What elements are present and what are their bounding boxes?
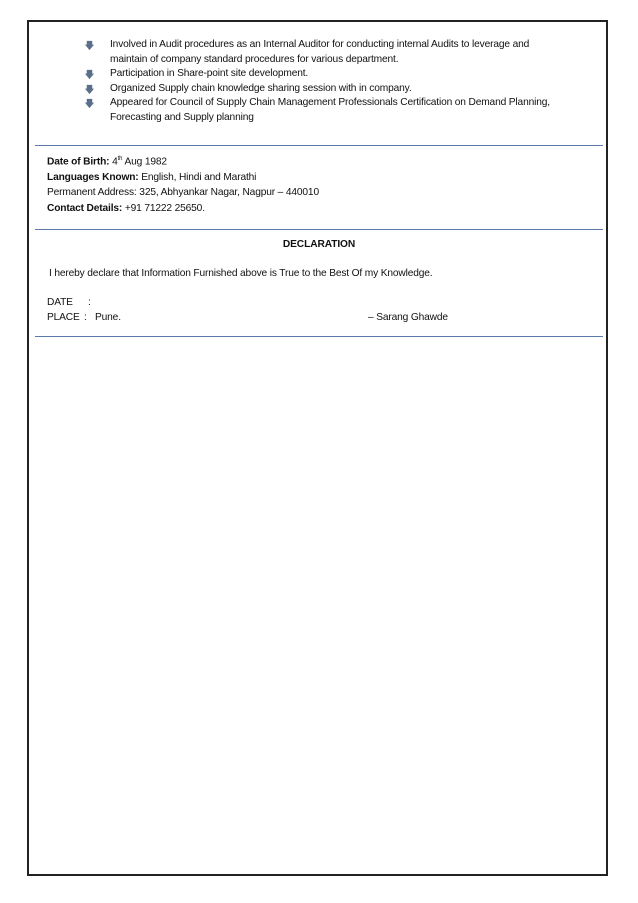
section-divider	[35, 145, 603, 146]
bullet-text: Participation in Share-point site development.	[110, 68, 309, 79]
contact-label: Contact Details:	[47, 202, 123, 214]
address-row	[47, 185, 319, 201]
list-item	[84, 38, 554, 67]
signature: – Sarang Ghawde	[368, 312, 448, 323]
declaration-text: I hereby declare that Information Furnished above is True to the Best Of my Knowledge.	[49, 268, 433, 279]
arrow-down-icon	[84, 98, 95, 109]
section-divider	[35, 336, 603, 337]
list-item	[84, 96, 554, 125]
languages-row	[47, 170, 319, 186]
languages-value: English, Hindi and Marathi	[141, 171, 257, 183]
dob-row	[47, 152, 319, 170]
page-border	[27, 20, 608, 876]
section-divider	[35, 229, 603, 230]
list-item	[84, 82, 554, 97]
experience-bullet-list	[84, 38, 554, 125]
dob-suffix: th	[117, 156, 123, 162]
dob-day: 4	[112, 156, 118, 168]
place-separator: :	[84, 312, 87, 323]
arrow-down-icon	[84, 84, 95, 95]
bullet-text: Involved in Audit procedures as an Internal Auditor for conducting internal Audits to leverage and maintain of company standard procedures for various department.	[110, 39, 530, 65]
declaration-title: DECLARATION	[282, 239, 356, 250]
list-item	[84, 67, 554, 82]
date-separator: :	[88, 297, 91, 308]
dob-label: Date of Birth:	[47, 156, 110, 168]
bullet-text: Appeared for Council of Supply Chain Management Professionals Certification on Demand Planning, Forecasting and Supply planning	[110, 97, 550, 123]
place-label: PLACE	[47, 312, 80, 323]
arrow-down-icon	[84, 40, 95, 51]
contact-value: +91 71222 25650.	[124, 202, 205, 214]
personal-details	[47, 152, 319, 216]
languages-label: Languages Known:	[47, 171, 139, 183]
bullet-text: Organized Supply chain knowledge sharing session with in company.	[110, 82, 412, 94]
address-value: 325, Abhyankar Nagar, Nagpur – 440010	[139, 187, 319, 199]
contact-row	[47, 201, 319, 217]
arrow-down-icon	[84, 69, 95, 80]
date-label: DATE	[47, 297, 73, 308]
place-value: Pune.	[95, 312, 121, 323]
dob-rest: Aug 1982	[124, 156, 167, 168]
address-label: Permanent Address:	[47, 187, 137, 199]
